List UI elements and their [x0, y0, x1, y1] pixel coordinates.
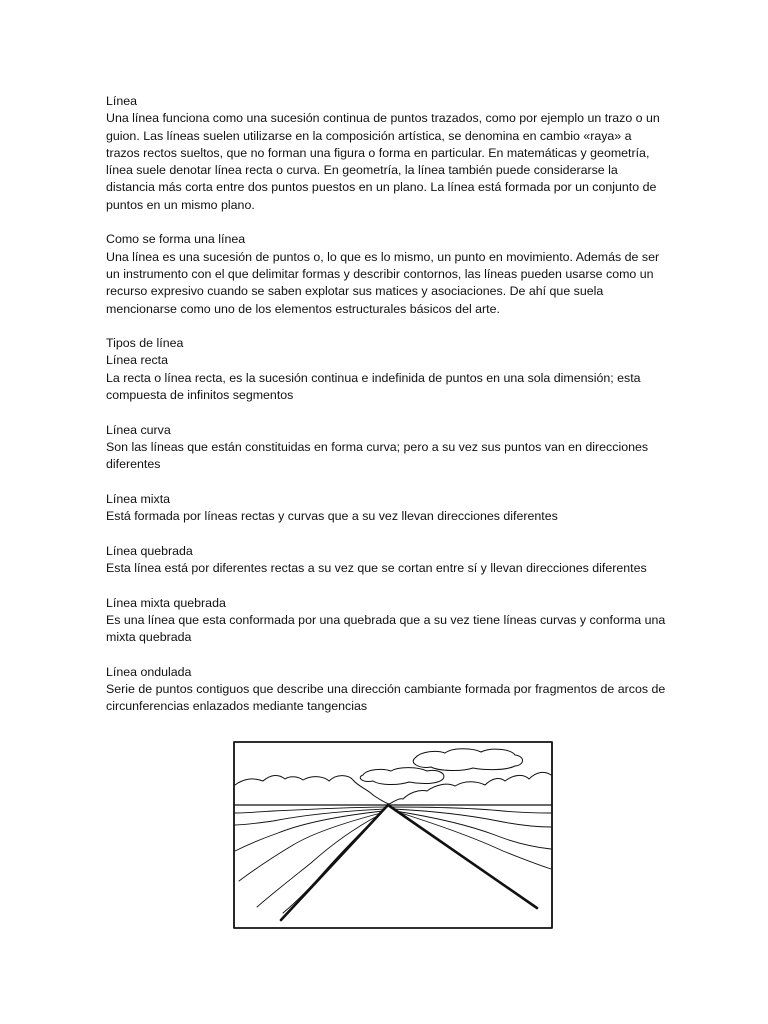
- tipo-heading-mixta-quebrada: Línea mixta quebrada: [106, 595, 226, 610]
- field-line-left-3: [235, 811, 383, 851]
- text-content: [106, 93, 666, 716]
- tipos-title: Tipos de línea: [106, 336, 184, 351]
- illustration-svg: [233, 741, 553, 929]
- cloud-upper: [413, 749, 522, 771]
- tipo-heading-quebrada: Línea quebrada: [106, 543, 193, 558]
- mountain-ridge: [235, 772, 551, 804]
- tipo-heading-mixta: Línea mixta: [106, 491, 171, 506]
- tipo-heading-recta: Línea recta: [106, 353, 168, 368]
- tipo-heading-curva: Línea curva: [106, 422, 171, 437]
- tipo-body-mixta-quebrada: Es una línea que esta conformada por una quebrada que a su vez tiene líneas curvas y conforma una mixta quebrada: [106, 612, 666, 645]
- field-line-left-2: [235, 809, 385, 825]
- tipo-body-recta: La recta o línea recta, es la sucesión continua e indefinida de puntos en una sola dimensión; esta compuesta de infinitos segmentos: [106, 370, 641, 403]
- field-line-right-4: [401, 813, 551, 869]
- tipo-body-ondulada: Serie de puntos contiguos que describe una dirección cambiante formada por fragmentos de arcos de circunferencias enlazados mediante tangencias: [106, 682, 666, 714]
- tipo-body-mixta: Está formada por líneas rectas y curvas que a su vez llevan direcciones diferentes: [106, 509, 558, 524]
- field-line-left-5: [257, 815, 379, 907]
- cloud-lower: [360, 768, 444, 785]
- section-body-como-se-forma: Una línea es una sucesión de puntos o, lo que es lo mismo, un punto en movimiento. Además de ser un instrumento con el que delimitar formas y describir contornos, las líneas pueden usarse como un recurso expresivo cuando se saben explotar sus matices y asociaciones. De ahí que suela mencionarse como uno de los elementos estructurales básicos del arte.: [106, 249, 660, 316]
- road-right-edge: [388, 805, 537, 908]
- section-body-linea: Una línea funciona como una sucesión continua de puntos trazados, como por ejemplo un trazo o un guion. Las líneas suelen utilizarse en la composición artística, se denomina en cambio «raya» a trazos rectos sueltos, que no forman una figura o forma en particular. En matemáticas y geometría, línea suele denotar línea recta o curva. En geometría, la línea también puede considerarse la distancia más corta entre dos puntos puestos en un plano. La línea está formada por un conjunto de puntos en un mismo plano.: [106, 111, 660, 212]
- tipo-heading-ondulada: Línea ondulada: [106, 664, 192, 679]
- section-heading-como-se-forma: Como se forma una línea: [106, 232, 246, 247]
- tipo-body-curva: Son las líneas que están constituidas en forma curva; pero a su vez sus puntos van en direcciones diferentes: [106, 439, 649, 472]
- tipo-body-quebrada: Esta línea está por diferentes rectas a su vez que se cortan entre sí y llevan direcciones diferentes: [106, 561, 647, 576]
- landscape-line-illustration: [233, 741, 553, 929]
- section-heading-linea: Línea: [106, 94, 138, 108]
